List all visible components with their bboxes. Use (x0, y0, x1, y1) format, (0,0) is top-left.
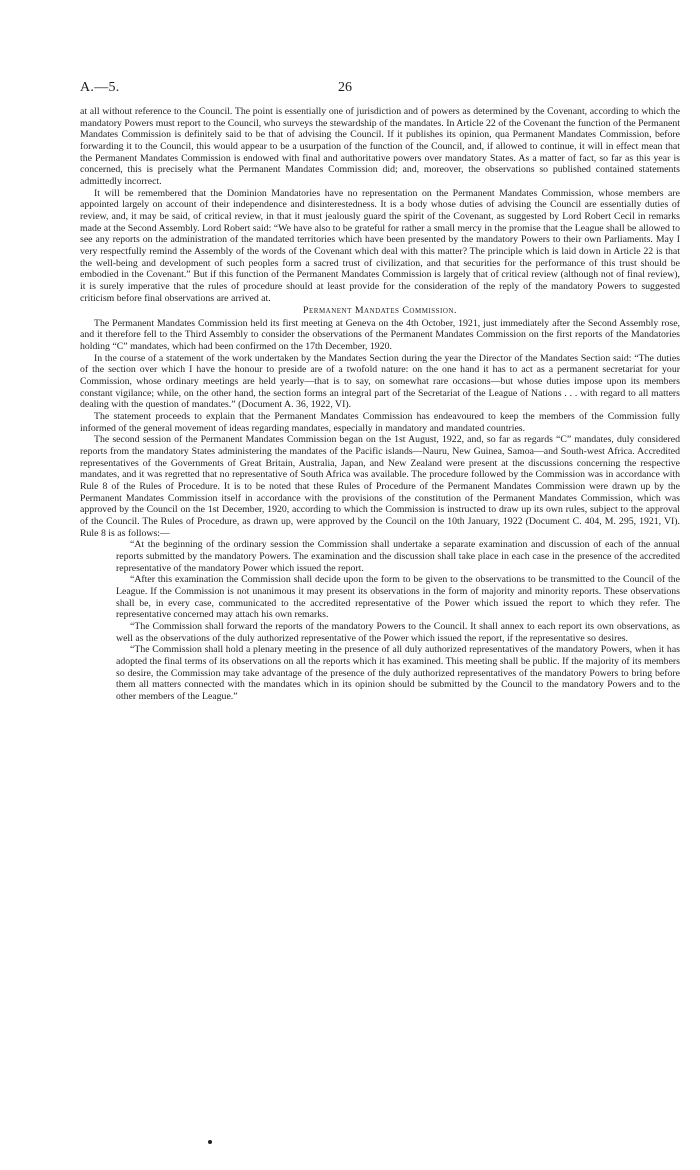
section-heading: Permanent Mandates Commission. (303, 305, 457, 317)
document-reference: A.—5. (80, 80, 120, 95)
rule-8-quotation (80, 539, 680, 702)
paragraph-continuation: at all without reference to the Council. The point is essentially one of jurisdiction and of powers as determined by the Covenant, according to which the mandatory Powers must report to the Council, who surveys the stewardship of the mandates. In Article 22 of the Covenant the function of the Permanent Mandates Commission is definitely said to be that of advising the Council. If it publishes its opinion, qua Permanent Mandates Commission, before forwarding it to the Council, this would appear to be a usurpation of the function of the Council, and, if allowed to continue, it will in effect mean that the Permanent Mandates Commission is endowed with final and authoritative powers over mandatory States. As a matter of fact, so far as this year is concerned, this is precisely what the Permanent Mandates Commission did; and, moreover, the observations so published contained statements admittedly incorrect. (80, 106, 680, 187)
paragraph-second-session: The second session of the Permanent Mandates Commission began on the 1st August, 1922, and, so far as regards “C” mandates, duly considered reports from the mandatory States administering the mandates of the Pacific islands—Nauru, New Guinea, Samoa—and South-west Africa. Accredited representatives of the Governments of Great Britain, Australia, Japan, and New Zealand were present at the discussions concerning the respective mandates, and it was regretted that no representative of South Africa was available. The procedure followed by the Commission was in accordance with Rule 8 of the Rules of Procedure. It is to be noted that these Rules of Procedure of the Permanent Mandates Commission were drawn up by the Permanent Mandates Commission itself in accordance with the provisions of the constitution of the Permanent Mandates Commission, which was approved by the Council on the 1st December, 1920, according to which the Commission is instructed to draw up its own rules, subject to the approval of the Council. The Rules of Procedure, as drawn up, were approved by the Council on the 10th January, 1922 (Document C. 404, M. 295, 1921, VI). Rule 8 is as follows:— (80, 434, 680, 539)
paragraph-dominion-representation: It will be remembered that the Dominion Mandatories have no representation on the Permanent Mandates Commission, whose members are appointed largely on account of their independence and disinterestedness. It is a body whose duties of advising the Council are essentially duties of review, and, it may be said, of critical review, in that it must jealously guard the spirit of the Covenant, as suggested by Lord Robert Cecil in remarks made at the Second Assembly. Lord Robert said: “We have also to be grateful for rather a small mercy in the promise that the League shall be allowed to see any reports on the administration of the mandated territories which have been presented by the mandatory Powers to their own Parliaments. May I very respectfully remind the Assembly of the words of the Covenant which deal with this matter? The principle which is laid down in Article 22 is that the well-being and development of such peoples form a sacred trust of civilization, and that securities for the performance of this trust should be embodied in the Covenant.” But if this function of the Permanent Mandates Commission is largely that of critical review (although not of final review), it is surely imperative that the rules of procedure should at least provide for the consideration of the reply of the mandatory Powers to suggested criticism before final observations are arrived at. (80, 187, 680, 304)
page-header (80, 72, 680, 96)
ink-dot (208, 1140, 212, 1144)
quote-paragraph: “At the beginning of the ordinary session the Commission shall undertake a separate examination and discussion of each of the annual reports submitted by the mandatory Powers. The examination and the discussion shall take place in each case in the presence of the accredited representative of the mandatory Power which issued the report. (116, 539, 680, 574)
page-body (80, 106, 680, 702)
paragraph-first-meeting: The Permanent Mandates Commission held its first meeting at Geneva on the 4th October, 1921, just immediately after the Second Assembly rose, and it therefore fell to the Third Assembly to consider the observations of the Permanent Mandates Commission on the first reports of the Mandatories holding “C” mandates, which had been confirmed on the 17th December, 1920. (80, 317, 680, 353)
paragraph-director-statement: In the course of a statement of the work undertaken by the Mandates Section during the year the Director of the Mandates Section said: “The duties of the section over which I have the honour to preside are of a twofold nature: on the one hand it has to act as a permanent secretariat for your Commission, whose ordinary meetings are held yearly—that is to say, on somewhat rare occasions—but whose duties impose upon its members constant vigilance; while, on the other hand, the section forms an integral part of the Secretariat of the League of Nations . . . with regard to all matters dealing with the question of mandates.” (Document A. 36, 1922, VI). (80, 352, 680, 411)
quote-paragraph: “After this examination the Commission shall decide upon the form to be given to the observations to be transmitted to the Council of the League. If the Commission is not unanimous it may present its observations in the form of majority and minority reports. These observations shall be, in every case, communicated to the accredited representative of the Power which issued the report to which they refer. The representative concerned may attach his own remarks. (116, 574, 680, 621)
quote-paragraph: “The Commission shall hold a plenary meeting in the presence of all duly authorized representatives of the mandatory Powers, when it has adopted the final terms of its observations on all the reports which it has examined. This meeting shall be public. If the majority of its members so desire, the Commission may take advantage of the presence of the duly authorized representatives of the mandatory Powers to bring before them all matters connected with the mandates which in its opinion should be submitted by the Council to the mandatory Powers and to the other members of the League.” (116, 644, 680, 702)
quote-paragraph: “The Commission shall forward the reports of the mandatory Powers to the Council. It shall annex to each report its own observations, as well as the observations of the duly authorized representative of the Power which issued the report, if the representative so desires. (116, 620, 680, 644)
paragraph-statement-proceeds: The statement proceeds to explain that the Permanent Mandates Commission has endeavoured to keep the members of the Commission fully informed of the general movement of ideas regarding mandates, especially in mandatory and mandated countries. (80, 411, 680, 434)
page-number: 26 (338, 80, 352, 95)
